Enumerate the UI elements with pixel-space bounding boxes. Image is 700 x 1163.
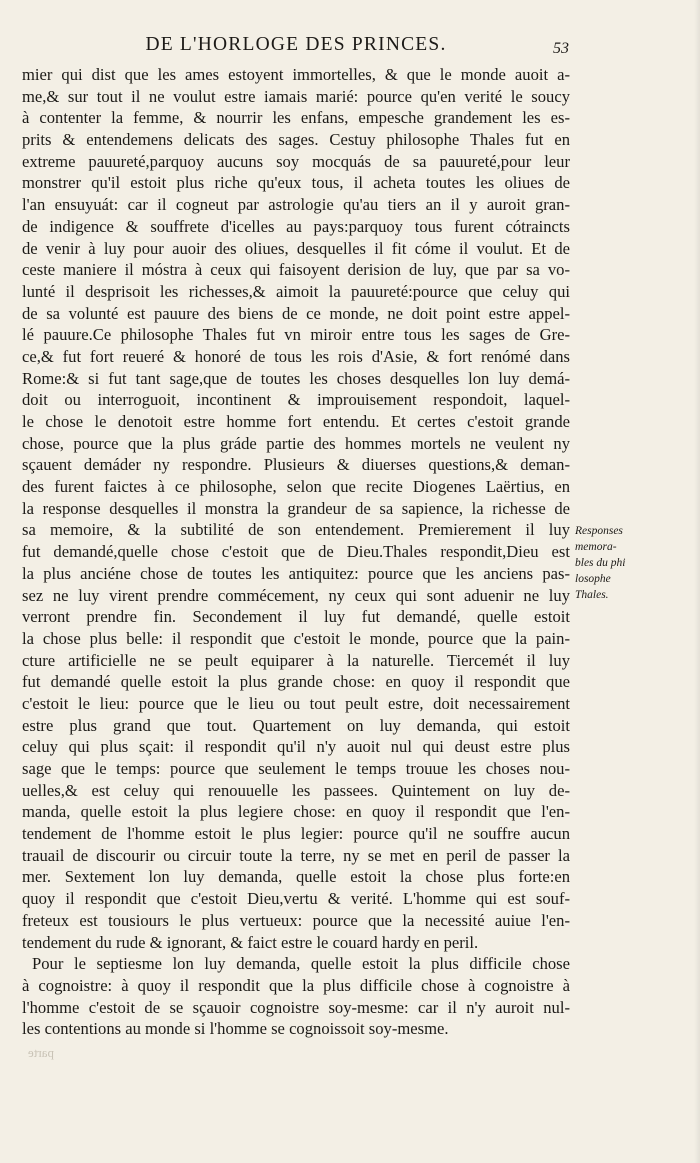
text-line: de indigence & souffrete d'icelles au pays:parquoy tous furent cótraincts	[22, 216, 570, 236]
margin-note	[575, 523, 635, 603]
margin-note-line: bles du phi	[575, 557, 626, 569]
text-line: freteux est tousiours le plus vertueux: pource que la necessité auiue l'en-	[22, 910, 570, 930]
text-line: celuy qui plus sçait: il respondit qu'il n'y auoit nul qui deust estre plus	[22, 737, 570, 757]
text-line: à contenter la femme, & nourrir les enfans, empesche grandement les es-	[22, 108, 570, 128]
text-line: cture artificielle ne se peult equiparer à la naturelle. Tiercemét il luy	[22, 650, 570, 670]
text-line: chose, pource que la plus gráde partie des hommes mortels ne veulent ny	[22, 433, 570, 453]
text-line: à cognoistre: à quoy il respondit que la plus difficile chose à cognoistre à	[22, 975, 570, 995]
text-line: la plus anciéne chose de toutes les antiquitez: pource que les anciens pas-	[22, 563, 570, 583]
text-line: mer. Sextement lon luy demanda, quelle estoit la chose plus forte:en	[22, 867, 570, 887]
text-line: estre plus grand que tout. Quartement on luy demanda, qui estoit	[22, 715, 570, 735]
text-line: me,& sur tout il ne voulut estre iamais marié: pource qu'en verité le soucy	[22, 86, 570, 106]
text-line: sage que le temps: pource que seulement le temps trouue les choses nou-	[22, 759, 570, 778]
text-line: quoy il respondit que c'estoit Dieu,vertu & verité. L'homme qui est souf-	[22, 889, 570, 909]
text-line: sçauent demáder ny respondre. Plusieurs & diuerses questions,& deman-	[22, 455, 570, 475]
text-line: c'estoit le lieu: pource que le lieu ou tout peult estre, doit necessairement	[22, 693, 570, 713]
text-line: Rome:& si fut tant sage,que de toutes les choses desquelles lon luy demá-	[22, 368, 570, 388]
text-line: le chose le denotoit estre homme fort entendu. Et certes c'estoit grande	[22, 412, 570, 431]
margin-note-line: Thales.	[575, 589, 609, 601]
text-line: la chose plus belle: il respondit que c'estoit le monde, pource que la pain-	[22, 628, 570, 648]
show-through-text: parte	[28, 1045, 54, 1060]
text-line: sa memoire, & la subtilité de son entendement. Premierement il luy	[22, 520, 570, 540]
text-line: verront prendre fin. Secondement il luy fut demandé, quelle estoit	[22, 607, 570, 627]
text-line: mier qui dist que les ames estoyent immortelles, & que le monde auoit a-	[22, 65, 570, 84]
text-line: uelles,& est celuy qui renouuelle les passees. Quintement on luy de-	[22, 780, 570, 800]
text-line: doit ou interroguoit, incontinent & improuisement respondoit, laquel-	[22, 390, 570, 410]
margin-note-line: Responses	[575, 525, 623, 537]
text-line: manda, quelle estoit la plus legiere chose: en quoy il respondit que l'en-	[22, 802, 570, 822]
text-line: lé pauure.Ce philosophe Thales fut vn miroir entre tous les sages de Gre-	[22, 325, 570, 345]
text-line: les contentions au monde si l'homme se cognoissoit soy-mesme.	[22, 1019, 449, 1039]
page-number: 53	[553, 40, 569, 57]
text-line: tendement du rude & ignorant, & faict estre le couard hardy en peril.	[22, 932, 479, 952]
text-line: extreme pauureté,parquoy aucuns soy mocquás de sa pauureté,pour leur	[22, 151, 570, 171]
text-line: ce,& fut fort reueré & honoré de tous les rois d'Asie, & fort renómé dans	[22, 346, 570, 366]
margin-note-line: losophe	[575, 573, 611, 585]
body-text	[22, 64, 570, 1040]
running-title: DE L'HORLOGE DES PRINCES.	[145, 34, 447, 55]
text-line: des furent faictes à ce philosophe, selon que recite Diogenes Laërtius, en	[22, 477, 570, 497]
text-line: prits & entendemens delicats des sages. Cestuy philosophe Thales fut en	[22, 130, 570, 150]
text-line: monstrer qu'il estoit plus riche qu'eux tous, il acheta toutes les oliues de	[22, 173, 570, 193]
text-line: l'an ensuyuát: car il cogneut par astrologie qu'au tiers an il y auroit gran-	[22, 195, 570, 215]
text-line: lunté il desprisoit les richesses,& aimoit la pauureté:pource que celuy qui	[22, 281, 570, 301]
text-line: tendement de l'homme estoit le plus legier: pource qu'il ne souffre aucun	[22, 824, 570, 844]
text-line: de venir à luy pour auoir des oliues, desquelles il fit cóme il voulut. Et de	[22, 238, 570, 258]
text-line: sez ne luy virent prendre commécement, ny ceux qui sont aduenir ne luy	[22, 585, 570, 605]
text-line: de sa volunté est pauure des biens de ce monde, ne doit point estre appel-	[22, 303, 570, 323]
text-line: la response desquelles il monstra la grandeur de sa sapience, la richesse de	[22, 498, 570, 518]
text-line: l'homme c'estoit de se sçauoir cognoistre soy-mesme: car il n'y auroit nul-	[22, 997, 570, 1017]
text-line: fut demandé quelle estoit la plus grande chose: en quoy il respondit que	[22, 672, 570, 692]
margin-note-line: memora-	[575, 541, 617, 553]
text-line: fut demandé,quelle chose c'estoit que de Dieu.Thales respondit,Dieu est	[22, 542, 570, 562]
text-line: ceste maniere il móstra à ceux qui faisoyent derision de luy, que par sa vo-	[22, 260, 570, 280]
text-line: Pour le septiesme lon luy demanda, quelle estoit la plus difficile chose	[32, 954, 570, 974]
page-edge-shadow	[694, 0, 700, 1163]
text-line: trauail de discourir ou circuir toute la terre, ny se met en peril de passer la	[22, 845, 570, 865]
